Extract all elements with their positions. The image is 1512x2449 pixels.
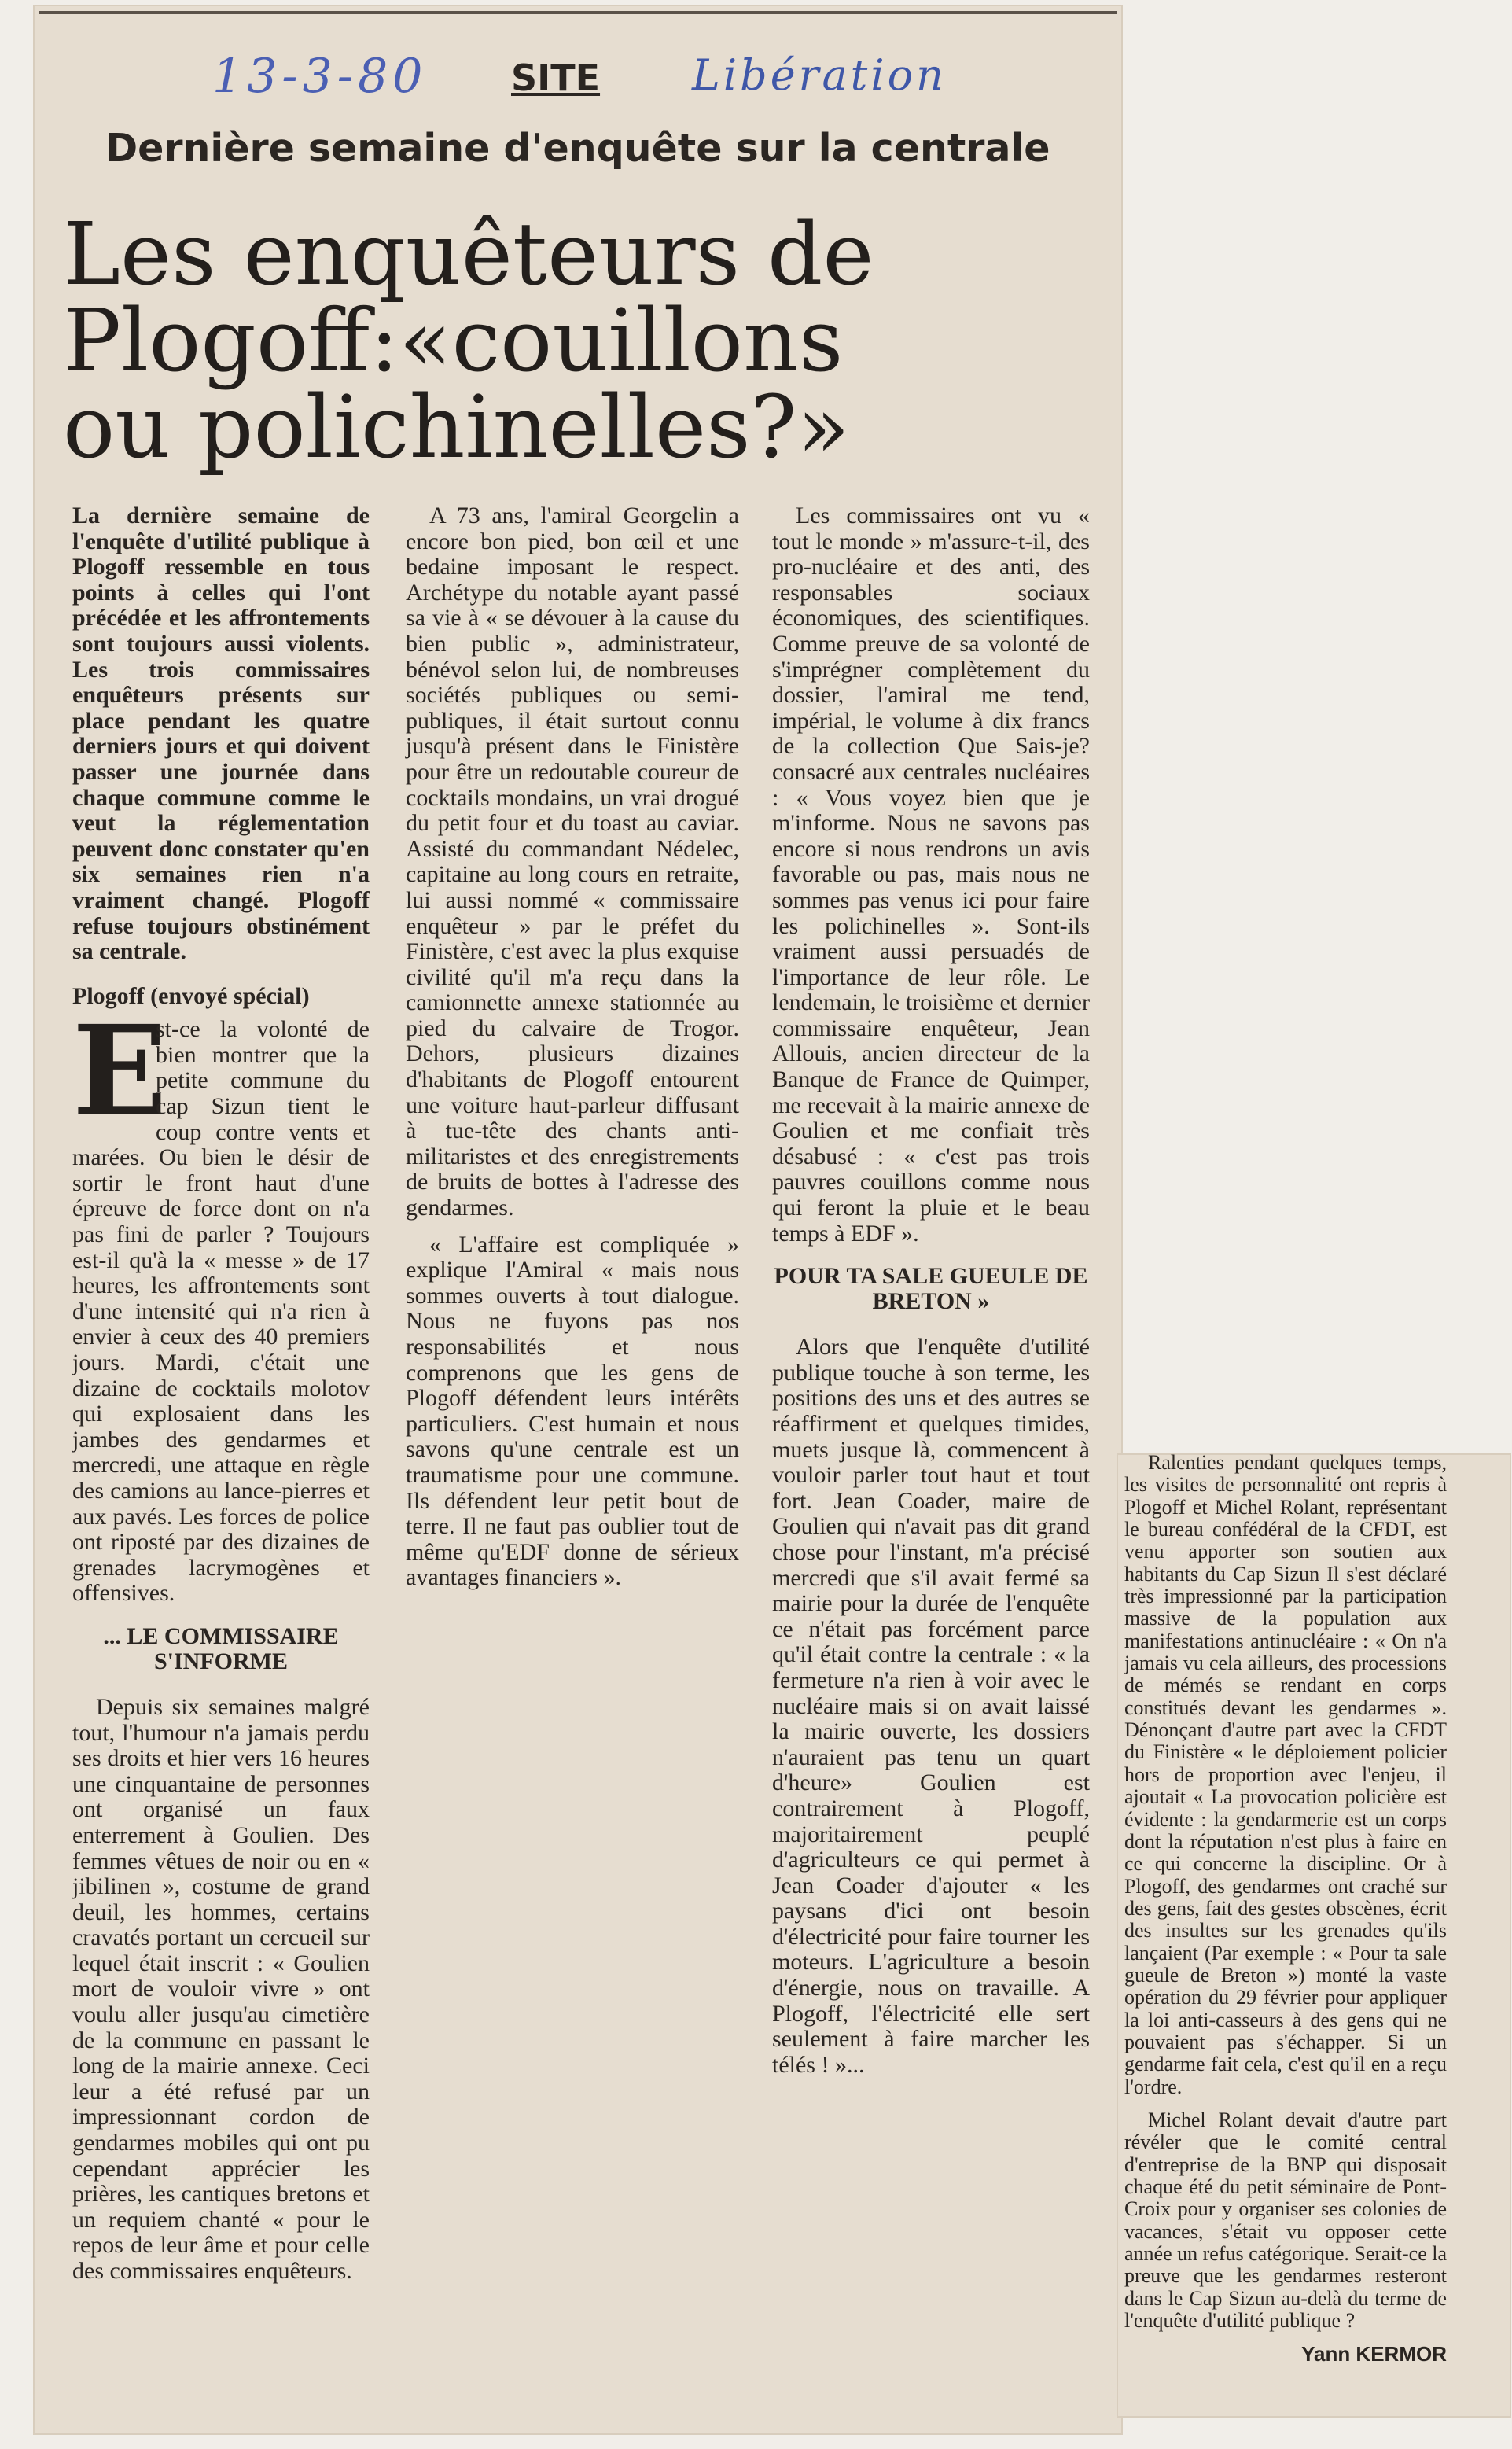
body-paragraph: Depuis six semaines malgré tout, l'humour n'a jamais perdu ses droits et hier vers 16 heures une cinquantaine de personnes ont organisé un faux enterrement à Goulien. Des femmes vêtues de noir ou en « jibilinen », costume de grand deuil, les hommes, certains cravatés portant un cercueil sur lequel était inscrit : « Goulien mort de vouloir vivre » ont voulu aller jusqu'au cimetière de la commune en passant le long de la mairie annexe. Ceci leur a été refusé par un impressionnant cordon de gendarmes mobiles qui ont pu cependant apprécier les prières, les cantiques bretons et un requiem chanté « pour le repos de leur âme et pour celle des commissaires enquêteurs. <box>72 1693 370 2284</box>
article-column-4 <box>1124 1452 1447 2377</box>
body-text: st-ce la volonté de bien montrer que la petite commune du cap Sizun tient le coup contre vents et marées. Ou bien le désir de sortir le front haut d'une épreuve de force dont on n'a pas fini de parler ? Toujours est-il qu'à la « messe » de 17 heures, les affrontements sont d'une intensité qui n'a rien à envier à ceux des 40 premiers jours. Mardi, c'était une dizaine de cocktails molotov qui explosaient dans les jambes des gendarmes et mercredi, une attaque en règle des camions au lance-pierres et aux pavés. Les forces de police ont riposté par des dizaines de grenades lacrymogènes et offensives. <box>72 1016 370 1607</box>
article-column-3 <box>772 503 1090 2089</box>
headline-line: Les enquêteurs de <box>63 204 874 304</box>
lead-paragraph: La dernière semaine de l'enquête d'utilité publique à Plogoff ressemble en tous points à celles qui l'ont précédée et les affrontements sont toujours aussi violents. Les trois commissaires enquêteurs présents sur place pendant les quatre derniers jours et qui doivent passer une journée dans chaque commune comme le veut la réglementation peuvent donc constater qu'en six semaines rien n'a vraiment changé. Plogoff refuse toujours obstinément sa centrale. <box>72 503 370 965</box>
dateline: Plogoff (envoyé spécial) <box>72 982 310 1009</box>
headline-line: ou polichinelles?» <box>63 377 850 477</box>
top-rule <box>39 11 1117 14</box>
headline <box>63 204 1117 477</box>
body-paragraph <box>72 999 370 1607</box>
body-paragraph: Ralenties pendant quelques temps, les visites de personnalité ont repris à Plogoff et Michel Rolant, représentant le bureau confédéral de la CFDT, est venu apporter son soutien aux habitants du Cap Sizun Il s'est déclaré très impressionné par la participation massive de la population aux manifestations antinucléaire : « On n'a jamais vu cela ailleurs, des processions de mémés se rendant en corps constitués devant les gendarmes ». Dénonçant d'autre part avec la CFDT du Finistère « le déploiement policier hors de proportion avec l'enjeu, il ajoutait « La provocation policière est évidente : la gendarmerie est un corps dont la réputation n'est plus à faire en ce qui concerne la discipline. Or à Plogoff, des gendarmes ont craché sur des gens, fait des gestes obscènes, écrit des insultes sur les grenades qu'ils lançaient (Par exemple : « Pour ta sale gueule de Breton ») monté la vaste opération du 29 février pour appliquer la loi anti-casseurs à des gens qui ne pouvaient pas s'échapper. Si un gendarme fait cela, c'est qu'il en a reçu l'ordre. <box>1124 1451 1447 2098</box>
body-paragraph: Michel Rolant devait d'autre part révéler que le comité central d'entreprise de la BNP qui disposait chaque été du petit séminaire de Pont-Croix pour y organiser ses colonies de vacances, s'était vu opposer cette année un refus catégorique. Serait-ce la preuve que les gendarmes resteront dans le Cap Sizun au-delà du terme de l'enquête d'utilité publique ? <box>1124 2108 1448 2333</box>
subheading: ... LE COMMISSAIRE S'INFORME <box>103 1622 339 1674</box>
article-column-2 <box>406 503 739 1602</box>
kicker: Dernière semaine d'enquête sur la centrale <box>105 126 1050 171</box>
author-signature: Yann KERMOR <box>1301 2342 1447 2366</box>
handwritten-newspaper-name: Libération <box>692 50 947 100</box>
headline-line: Plogoff:«couillons <box>63 290 844 391</box>
body-paragraph: « L'affaire est compliquée » explique l'Amiral « mais nous sommes ouverts à tout dialogue. Nous ne fuyons pas nos responsabilités et nous comprenons que les gens de Plogoff défendent leurs intérêts particuliers. C'est humain et nous savons qu'une centrale est un traumatisme pour une commune. Ils défendent leur petit bout de terre. Il ne faut pas oublier tout de même qu'EDF donne de sérieux avantages financiers ». <box>406 1231 739 1591</box>
subheading: POUR TA SALE GUEULE DE BRETON » <box>774 1263 1088 1315</box>
body-paragraph: A 73 ans, l'amiral Georgelin a encore bon pied, bon œil et une bedaine imposant le respect. Archétype du notable ayant passé sa vie à « se dévouer à la cause du bien public », administrateur, bénévol selon lui, de nombreuses sociétés publiques ou semi-publiques, il était surtout connu jusqu'à présent dans le Finistère pour être un redoutable coureur de cocktails mondains, un vrai drogué du petit four et du toast au caviar. Assisté du commandant Nédelec, capitaine au long cours en retraite, lui aussi nommé « commissaire enquêteur » par le préfet du Finistère, c'est avec la plus exquise civilité qu'il m'a reçu dans la camionnette annexe stationnée au pied du calvaire de Trogor. Dehors, plusieurs dizaines d'habitants de Plogoff entourent une voiture haut-parleur diffusant à tue-tête des chants anti-militaristes et des enregistrements de bruits de bottes à l'adresse des gendarmes. <box>406 503 739 1221</box>
handwritten-date: 13-3-80 <box>212 49 428 104</box>
body-paragraph: Les commissaires ont vu « tout le monde » m'assure-t-il, des pro-nucléaire et des anti, des responsables sociaux économiques, des scientifiques. Comme preuve de sa volonté de s'imprégner complètement du dossier, l'amiral me tend, impérial, le volume à dix francs de la collection Que Sais-je? consacré aux centrales nucléaires : « Vous voyez bien que je m'informe. Nous ne savons pas encore si nous rendrons un avis favorable ou pas, mais nous ne sommes pas venus ici pour faire les polichinelles ». Sont-ils vraiment aussi persuadés de l'importance de leur rôle. Le lendemain, le troisième et dernier commissaire enquêteur, Jean Allouis, ancien directeur de la Banque de France de Quimper, me recevait à la mairie annexe de Goulien et me confiait très désabusé : « c'est pas trois pauvres couillons comme nous qui feront la pluie et le beau temps à EDF ». <box>772 503 1090 1247</box>
article-column-1 <box>72 503 370 2296</box>
rubric-label: SITE <box>511 57 601 99</box>
drop-cap: E <box>72 999 167 1145</box>
body-paragraph: Alors que l'enquête d'utilité publique touche à son terme, les positions des uns et des autres se réaffirment et quelques timides, muets jusque là, commencent à vouloir parler tout haut et tout fort. Jean Coader, maire de Goulien qui n'avait pas dit grand chose pour l'instant, m'a précisé mercredi que s'il avait fermé sa mairie pour la durée de l'enquête ce n'était pas forcément parce qu'il était contre la centrale : « la fermeture n'a rien à voir avec le nucléaire mais si on avait laissé la mairie ouverte, les dossiers n'auraient pas tenu un quart d'heure» Goulien est contrairement à Plogoff, majoritairement peuplé d'agriculteurs ce qui permet à Jean Coader d'ajouter « les paysans d'ici ont besoin d'électricité pour faire tourner les moteurs. L'agriculture a besoin d'énergie, nous on travaille. A Plogoff, l'électricité elle sert seulement à faire marcher les télés ! »... <box>772 1334 1090 2078</box>
